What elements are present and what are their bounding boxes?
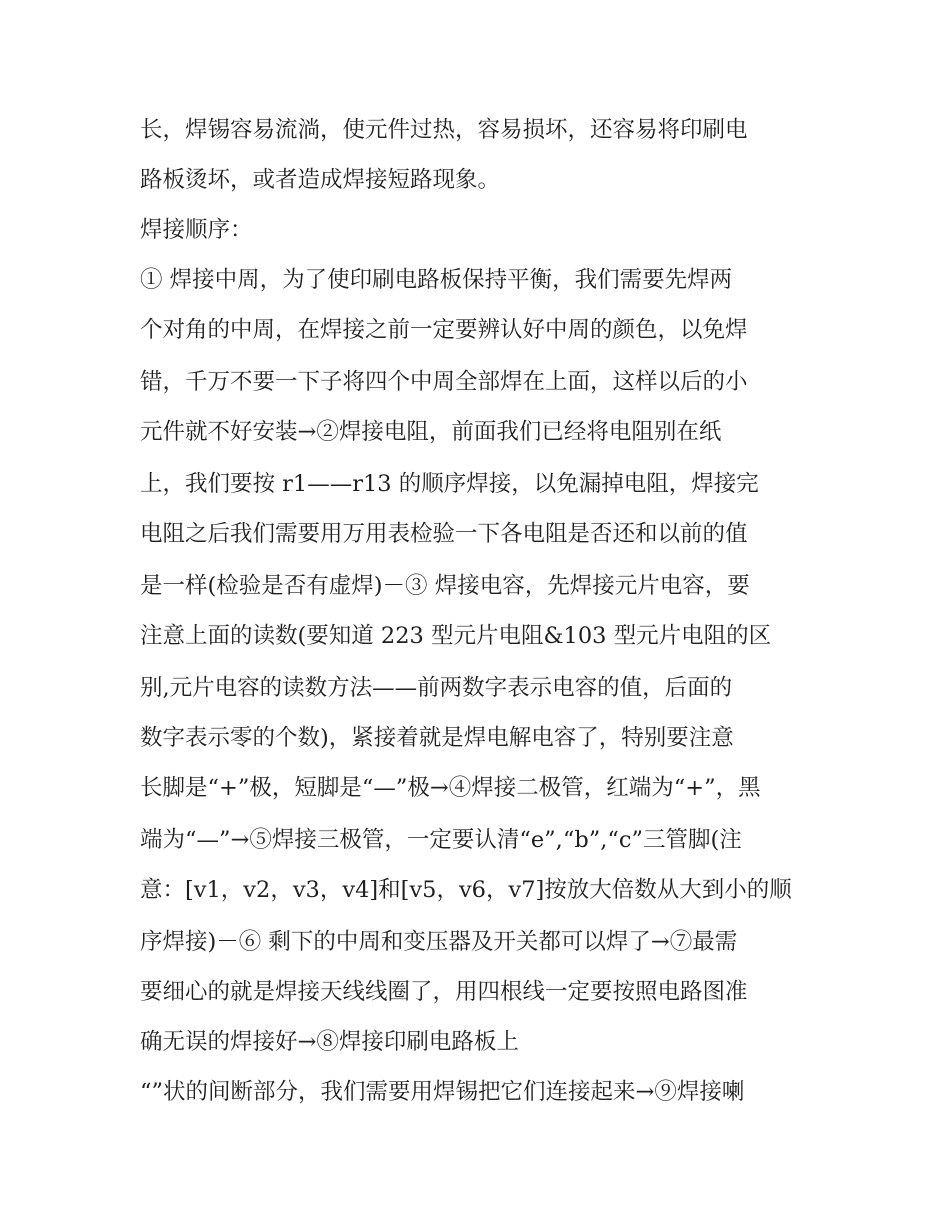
text-line: ① 焊接中周，为了使印刷电路板保持平衡，我们需要先焊两 [140,267,733,293]
text-line: 端为“—”→⑤焊接三极管，一定要认清“e”,“b”,“c”三管脚(注 [140,827,742,853]
text-line: 个对角的中周，在焊接之前一定要辨认好中周的颜色，以免焊 [140,317,748,343]
text-line: 确无误的焊接好→⑧焊接印刷电路板上 [140,1029,519,1055]
text-line: 意：[v1，v2，v3，v4]和[v5，v6，v7]按放大倍数从大到小的顺 [140,877,792,903]
text-line: 别,元片电容的读数方法——前两数字表示电容的值，后面的 [140,675,733,701]
text-line: 元件就不好安装→②焊接电阻，前面我们已经将电阻别在纸 [140,419,722,445]
text-line: 注意上面的读数(要知道 223 型元片电阻&103 型元片电阻的区 [140,623,772,649]
text-line: 要细心的就是焊接天线线圈了，用四根线一定要按照电路图准 [140,979,748,1005]
text-line: 是一样(检验是否有虚焊)－③ 焊接电容，先焊接元片电容，要 [140,573,750,599]
text-line: 长，焊锡容易流淌，使元件过热，容易损坏，还容易将印刷电 [140,117,748,143]
text-line: 数字表示零的个数)，紧接着就是焊电解电容了，特别要注意 [140,725,734,751]
text-line: 路板烫坏，或者造成焊接短路现象。 [140,167,501,193]
text-line: 上，我们要按 r1——r13 的顺序焊接，以免漏掉电阻，焊接完 [140,471,759,497]
text-line: 序焊接)－⑥ 剩下的中周和变压器及开关都可以焊了→⑦最需 [140,929,738,955]
text-line: 错，千万不要一下子将四个中周全部焊在上面，这样以后的小 [140,369,748,395]
text-line: 电阻之后我们需要用万用表检验一下各电阻是否还和以前的值 [140,521,748,547]
text-line: “”状的间断部分，我们需要用焊锡把它们连接起来→⑨焊接喇 [140,1079,745,1105]
section-heading: 焊接顺序： [140,217,253,243]
text-line: 长脚是“+”极，短脚是“—”极→④焊接二极管，红端为“+”，黑 [140,775,761,801]
